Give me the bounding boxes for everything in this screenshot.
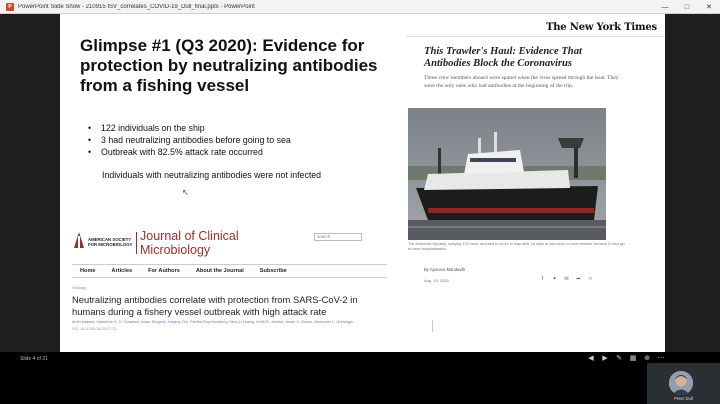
mouse-cursor-icon: ↖ — [182, 188, 189, 197]
powerpoint-icon: P — [6, 3, 14, 11]
more-options-icon[interactable]: ⋯ — [657, 355, 665, 362]
divider — [432, 320, 433, 332]
bullet-item: • 3 had neutralizing antibodies before going to sea — [88, 134, 388, 146]
article-authors: Amin Addetia, Katharine H. D. Crawford, Adam Dingens, Haiying Zhu, Pavitra Roychoudhury, Meei-Li Huang, Keith R. Jerome, Jesse D. Bloom, Alexander L. Greninger — [72, 320, 354, 324]
slide[interactable] — [60, 14, 665, 366]
journal-nav-for-authors: For Authors — [148, 268, 180, 274]
nyt-screenshot — [406, 14, 665, 366]
participant-avatar — [669, 371, 693, 395]
nyt-summary: Three crew members aboard were spared when the virus spread through the boat. They were the only ones who had antibodies at the beginning of the trip. — [424, 75, 619, 89]
bullet-list — [88, 122, 388, 181]
article-doi: DOI: 10.1128/JCM.02107-20 — [72, 327, 117, 331]
journal-nav-articles: Articles — [111, 268, 133, 274]
share-icon: ➦ — [576, 276, 581, 282]
journal-nav — [72, 264, 387, 278]
bullet-item: • Outbreak with 82.5% attack rate occurred — [88, 146, 388, 158]
divider — [136, 232, 137, 254]
slideshow-area — [0, 14, 720, 366]
journal-nav-subscribe: Subscribe — [259, 268, 287, 274]
minimize-button[interactable]: — — [661, 3, 669, 11]
bullet-item: • 122 individuals on the ship — [88, 122, 388, 134]
journal-search-input: search — [314, 233, 362, 241]
window-controls — [654, 0, 720, 14]
divider — [406, 36, 665, 37]
journal-name: Journal of Clinical Microbiology — [140, 229, 239, 257]
slideshow-controls — [0, 352, 720, 366]
bullet-subtext: Individuals with neutralizing antibodies were not infected — [102, 170, 322, 180]
photo-caption: The American Dynasty, carrying 122 crew, returned to shore in May after 18 days at sea when a crew member became ill enough to need hospitalization. — [408, 242, 625, 251]
journal-nav-about: About the Journal — [195, 268, 244, 274]
nyt-headline: This Trawler's Haul: Evidence That Antibodies Block the Coronavirus — [424, 46, 582, 69]
previous-slide-icon[interactable]: ◀ — [588, 355, 594, 362]
journal-screenshot — [72, 226, 390, 344]
zoom-icon[interactable]: ⊕ — [644, 355, 650, 362]
bookmark-icon: □ — [588, 276, 593, 282]
article-byline: By Apoorva Mandavilli — [424, 267, 466, 272]
society-name: AMERICAN SOCIETY FOR MICROBIOLOGY — [88, 237, 133, 247]
window-titlebar — [0, 0, 720, 14]
article-title: Neutralizing antibodies correlate with protection from SARS-CoV-2 in humans during a fishery vessel outbreak with high attack rate — [72, 294, 358, 317]
slide-indicator: Slide 4 of 21 — [20, 356, 48, 362]
share-bar — [538, 275, 598, 284]
window-title: PowerPoint Slide Show - 210915 ISV_correlates_COVID-19_Dull_final.pptx - PowerPoint — [18, 3, 255, 10]
ship-photo — [408, 108, 606, 240]
asm-logo-icon — [72, 230, 86, 250]
facebook-icon: f — [541, 276, 544, 282]
maximize-button[interactable]: □ — [684, 3, 690, 11]
twitter-icon: ✦ — [552, 276, 557, 282]
pen-icon[interactable]: ✎ — [616, 355, 622, 362]
video-tile[interactable] — [647, 363, 720, 404]
close-button[interactable]: ✕ — [706, 4, 712, 11]
next-slide-icon[interactable]: ▶ — [602, 355, 608, 362]
nyt-logo: The New York Times — [546, 22, 657, 33]
journal-nav-home: Home — [80, 268, 96, 274]
article-date: Aug. 19, 2020 — [424, 278, 449, 283]
slide-title: Glimpse #1 (Q3 2020): Evidence for protection by neutralizing antibodies from a fishing vessel — [80, 36, 378, 95]
participant-name: Peter Dull — [674, 396, 693, 401]
email-icon: ✉ — [564, 276, 569, 282]
article-category: Virology — [72, 285, 87, 290]
grid-view-icon[interactable]: ▦ — [629, 355, 637, 362]
